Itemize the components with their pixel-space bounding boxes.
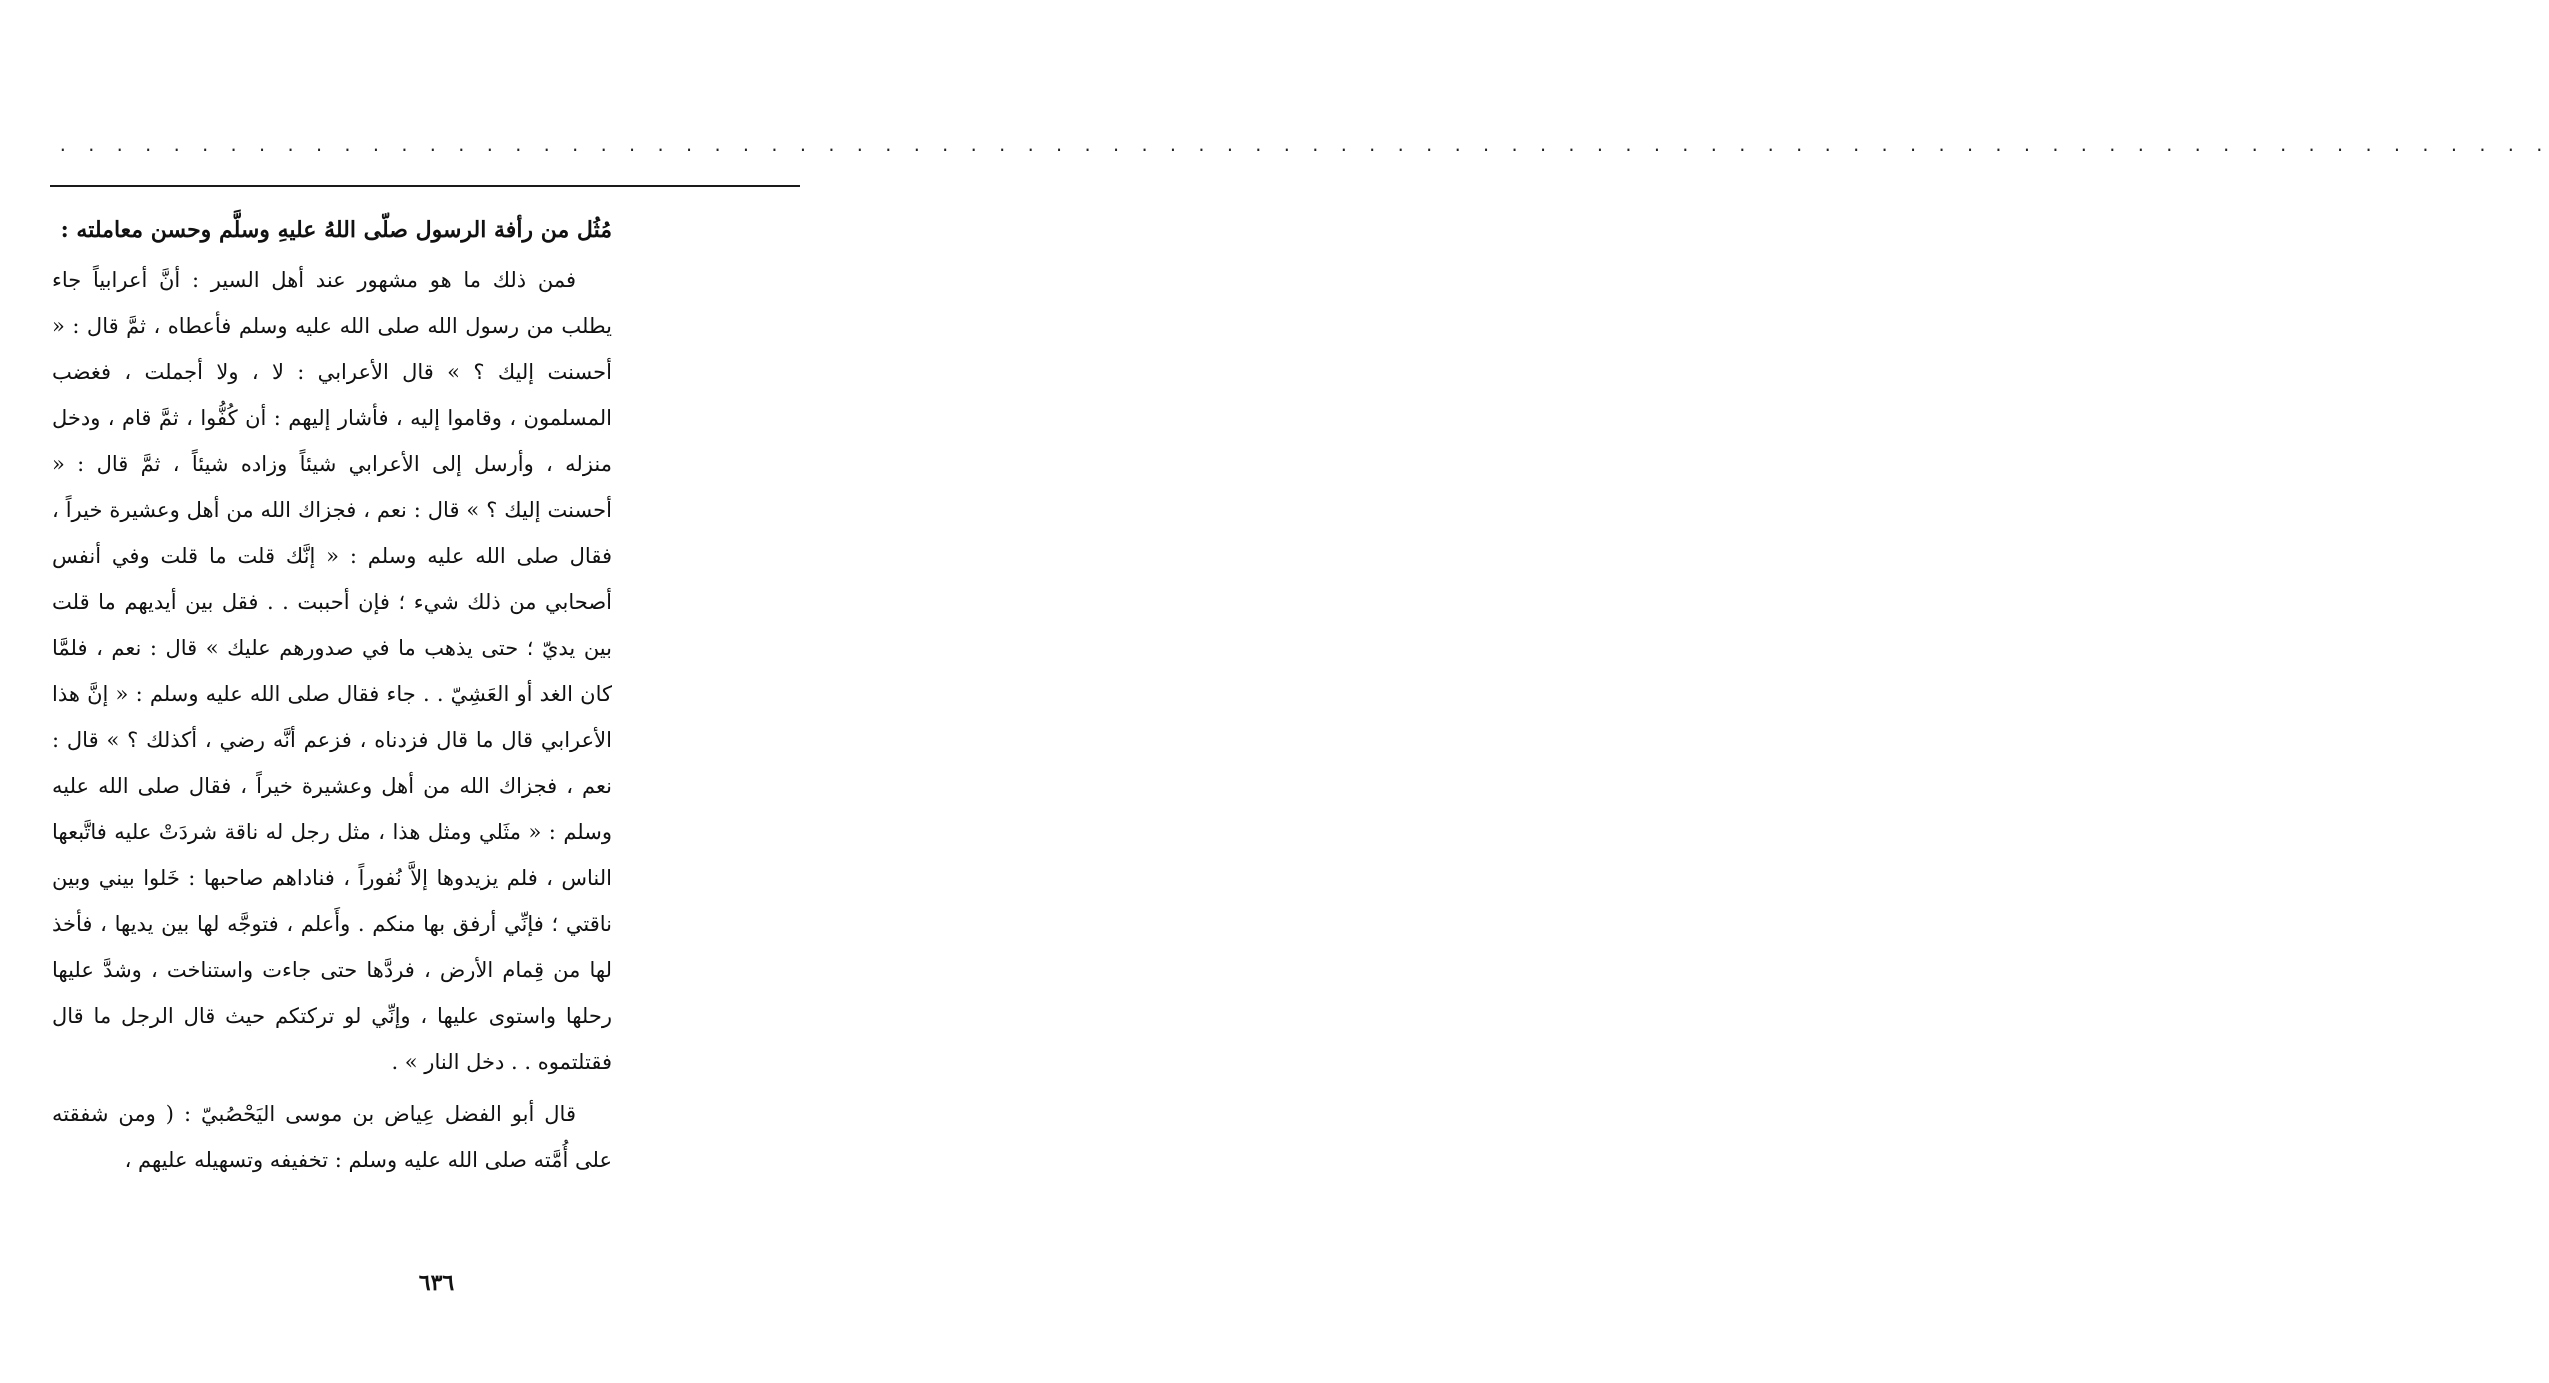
text-column <box>52 207 612 1183</box>
paragraph: قال أبو الفضل عِياض بن موسى اليَحْصُبيّ : ( ومن شفقته على أُمَّته صلى الله عليه وسلم : تخفيفه وتسهيله عليهم ، <box>52 1102 612 1172</box>
page-number: ٦٣٦ <box>418 1270 455 1296</box>
dotted-separator: . . . . . . . . . . . . . . . . . . . . . . . . . . . . . . . . . . . . . . . . . . . . . . . . . . . . . . . . . . . . . . . . . . . . . . . . . . . . . . . . . . . . . . . . <box>58 136 2549 155</box>
section-heading: مُثُل من رأفة الرسول صلّى اللهُ عليهِ وسلَّم وحسن معاملته : <box>60 217 612 243</box>
horizontal-rule <box>50 185 800 187</box>
paragraph: فمن ذلك ما هو مشهور عند أهل السير : أنَّ أعرابياً جاء يطلب من رسول الله صلى الله عليه وسلم فأعطاه ، ثمَّ قال : « أحسنت إليك ؟ » قال الأعرابي : لا ، ولا أجملت ، فغضب المسلمون ، وقاموا إليه ، فأشار إليهم : أن كُفُّوا ، ثمَّ قام ، ودخل منزله ، وأرسل إلى الأعرابي شيئاً وزاده شيئاً ، ثمَّ قال : « أحسنت إليك ؟ » قال : نعم ، فجزاك الله من أهل وعشيرة خيراً ، فقال صلى الله عليه وسلم : « إنَّك قلت ما قلت وفي أنفس أصحابي من ذلك شيء ؛ فإن أحببت . . فقل بين أيديهم ما قلت بين يديّ ؛ حتى يذهب ما في صدورهم عليك » قال : نعم ، فلمَّا كان الغد أو العَشِيّ . . جاء فقال صلى الله عليه وسلم : « إنَّ هذا الأعرابي قال ما قال فزدناه ، فزعم أنَّه رضي ، أكذلك ؟ » قال : نعم ، فجزاك الله من أهل وعشيرة خيراً ، فقال صلى الله عليه وسلم : « مثَلي ومثل هذا ، مثل رجل له ناقة شردَتْ عليه فاتَّبعها الناس ، فلم يزيدوها إلاَّ نُفوراً ، فناداهم صاحبها : خَلوا بيني وبين ناقتي ؛ فإنِّي أرفق بها منكم . وأَعلم ، فتوجَّه لها بين يديها ، فأخذ لها من قِمام الأرض ، فردَّها حتى جاءت واستناخت ، وشدَّ عليها رحلها واستوى عليها ، وإنِّي لو تركتكم حيث قال الرجل ما قال فقتلتموه . . دخل النار » . <box>52 268 612 1074</box>
